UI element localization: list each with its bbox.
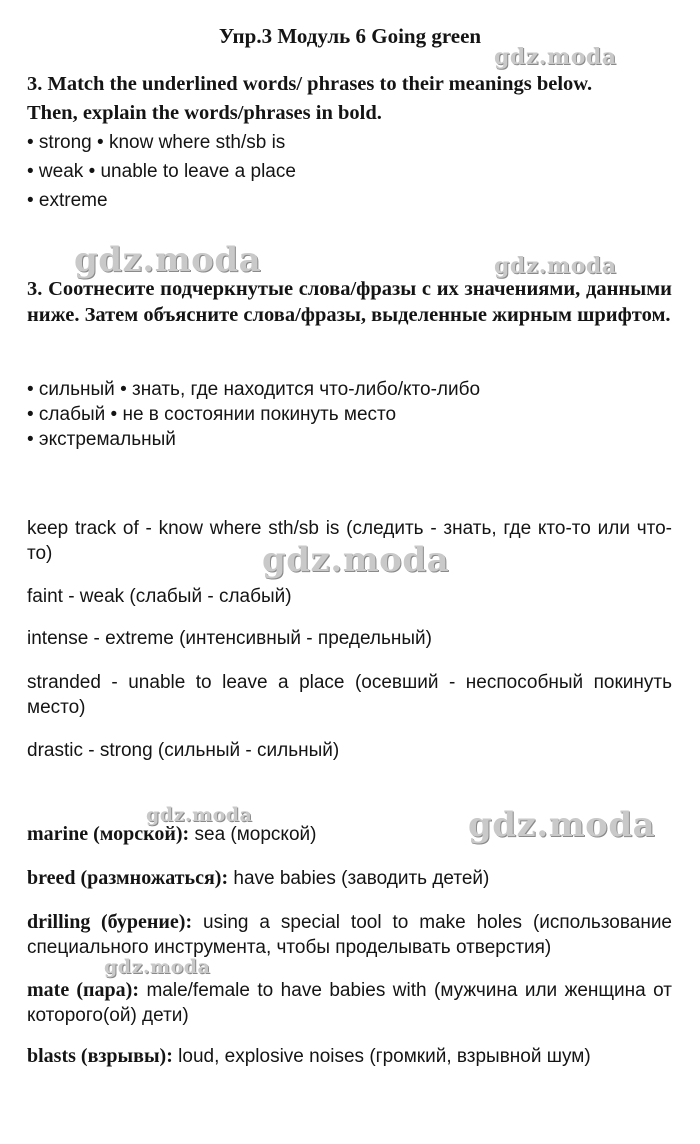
watermark-logo: gdz.moda	[494, 253, 617, 279]
answer-meaning: have babies (заводить детей)	[228, 868, 490, 889]
meanings-list-item: • weak • unable to leave a place	[27, 161, 296, 182]
task-instructions-line: Then, explain the words/phrases in bold.	[27, 102, 382, 124]
answer-keep-track-of: keep track of - know where sth/sb is (следить - знать, где кто-то или что-то)	[27, 518, 672, 564]
watermark-logo: gdz.moda	[262, 540, 450, 580]
meanings-list-item: • слабый • не в состоянии покинуть место	[27, 404, 397, 425]
answer-meaning: using a special tool to make holes (использование специального инструмента, чтобы проделывать отверстия)	[27, 912, 672, 958]
task-instructions-russian: 3. Соотнесите подчеркнутые слова/фразы с их значениями, данными ниже. Затем объясните слова/фразы, выделенные жирным шрифтом.	[27, 278, 672, 326]
answer-term: blasts (взрывы):	[27, 1045, 173, 1067]
answer-faint: faint - weak (слабый - слабый)	[27, 586, 292, 607]
answer-meaning: sea (морской)	[189, 824, 317, 845]
task-instructions-line: 3. Match the underlined words/ phrases to their meanings below.	[27, 73, 593, 95]
answer-drastic: drastic - strong (сильный - сильный)	[27, 740, 340, 761]
answer-term: drilling (бурение):	[27, 911, 193, 933]
answer-meaning: loud, explosive noises (громкий, взрывной шум)	[172, 1046, 591, 1067]
answer-stranded: stranded - unable to leave a place (осевший - неспособный покинуть место)	[27, 672, 672, 718]
answer-meaning: male/female to have babies with (мужчина или женщина от которого(ой) дети)	[27, 980, 672, 1026]
watermark-logo: gdz.moda	[468, 805, 656, 845]
answer-term: breed (размножаться):	[27, 867, 229, 889]
answer-term: mate (пара):	[27, 979, 139, 1001]
meanings-list-item: • extreme	[27, 190, 108, 211]
watermark-logo: gdz.moda	[494, 44, 617, 70]
watermark-logo: gdz.moda	[74, 240, 262, 280]
answer-blasts	[27, 1044, 672, 1069]
watermark-logo: gdz.moda	[104, 956, 211, 978]
answer-intense: intense - extreme (интенсивный - предельный)	[27, 628, 433, 649]
answer-marine	[27, 822, 672, 847]
meanings-list-russian	[27, 377, 672, 452]
meanings-list-item: • сильный • знать, где находится что-либо/кто-либо	[27, 379, 481, 400]
meanings-list-item: • strong • know where sth/sb is	[27, 132, 286, 153]
meanings-list-english	[27, 128, 672, 215]
answer-drilling	[27, 910, 672, 960]
answer-mate	[27, 978, 672, 1028]
page-title: Упр.3 Модуль 6 Going green	[218, 24, 482, 48]
answer-breed	[27, 866, 672, 891]
answer-term: marine (морской):	[27, 823, 190, 845]
task-instructions-english	[27, 70, 672, 128]
meanings-list-item: • экстремальный	[27, 429, 176, 450]
watermark-logo: gdz.moda	[146, 804, 253, 826]
